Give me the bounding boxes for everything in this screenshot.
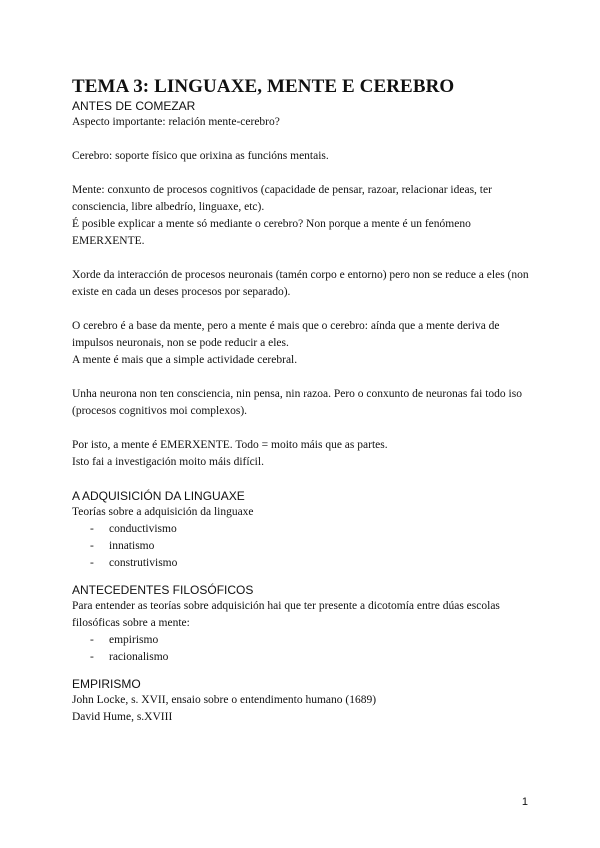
- list-item: - innatismo: [72, 538, 532, 555]
- paragraph-posible: É posible explicar a mente só mediante o cerebro? Non porque a mente é un fenómeno EMERXENTE.: [72, 218, 471, 247]
- paragraph-xorde: Xorde da interacción de procesos neuronais (tamén corpo e entorno) pero non se reduce a eles (non existe en cada un deses procesos por separado).: [72, 269, 529, 298]
- paragraph-cerebro: Cerebro: soporte físico que orixina as funcións mentais.: [72, 150, 329, 162]
- paragraph-neurona: Unha neurona non ten consciencia, nin pensa, nin razoa. Pero o conxunto de neuronas fai todo iso (procesos cognitivos moi complexos).: [72, 388, 522, 417]
- section-heading-adquisicion: A ADQUISICIÓN DA LINGUAXE: [72, 489, 245, 503]
- schools-list: [72, 632, 532, 666]
- paragraph-base: O cerebro é a base da mente, pero a mente é mais que o cerebro: aínda que a mente deriva de impulsos neuronais, non se pode reducir a eles.: [72, 320, 500, 349]
- paragraph-emerxente: Por isto, a mente é EMERXENTE. Todo = moito máis que as partes.: [72, 439, 388, 451]
- list-item: - construtivismo: [72, 555, 532, 572]
- section-lead-antecedentes: Para entender as teorías sobre adquisición hai que ter presente a dicotomía entre dúas escolas filosóficas sobre a mente:: [72, 600, 500, 629]
- paragraph-mente: Mente: conxunto de procesos cognitivos (capacidade de pensar, razoar, relacionar ideas, ter consciencia, libre albedrío, linguaxe, etc).: [72, 184, 492, 213]
- empirismo-line-hume: David Hume, s.XVIII: [72, 711, 173, 723]
- section-heading-antecedentes: ANTECEDENTES FILOSÓFICOS: [72, 583, 254, 597]
- document-page: [72, 76, 532, 726]
- section-lead-adquisicion: Teorías sobre a adquisición da linguaxe: [72, 506, 254, 518]
- page-number: 1: [521, 796, 528, 808]
- section-heading-empirismo: EMPIRISMO: [72, 677, 141, 691]
- paragraph-actividade: A mente é mais que a simple actividade cerebral.: [72, 354, 298, 366]
- list-item: - racionalismo: [72, 649, 532, 666]
- paragraph-investigacion: Isto fai a investigación moito máis difícil.: [72, 456, 264, 468]
- section-lead-antes: Aspecto importante: relación mente-cerebro?: [72, 116, 280, 128]
- empirismo-line-locke: John Locke, s. XVII, ensaio sobre o entendimento humano (1689): [72, 694, 377, 706]
- list-item: - conductivismo: [72, 521, 532, 538]
- list-item: - empirismo: [72, 632, 532, 649]
- page-title: TEMA 3: LINGUAXE, MENTE E CEREBRO: [72, 76, 455, 97]
- theories-list: [72, 521, 532, 572]
- section-heading-antes: ANTES DE COMEZAR: [72, 99, 196, 113]
